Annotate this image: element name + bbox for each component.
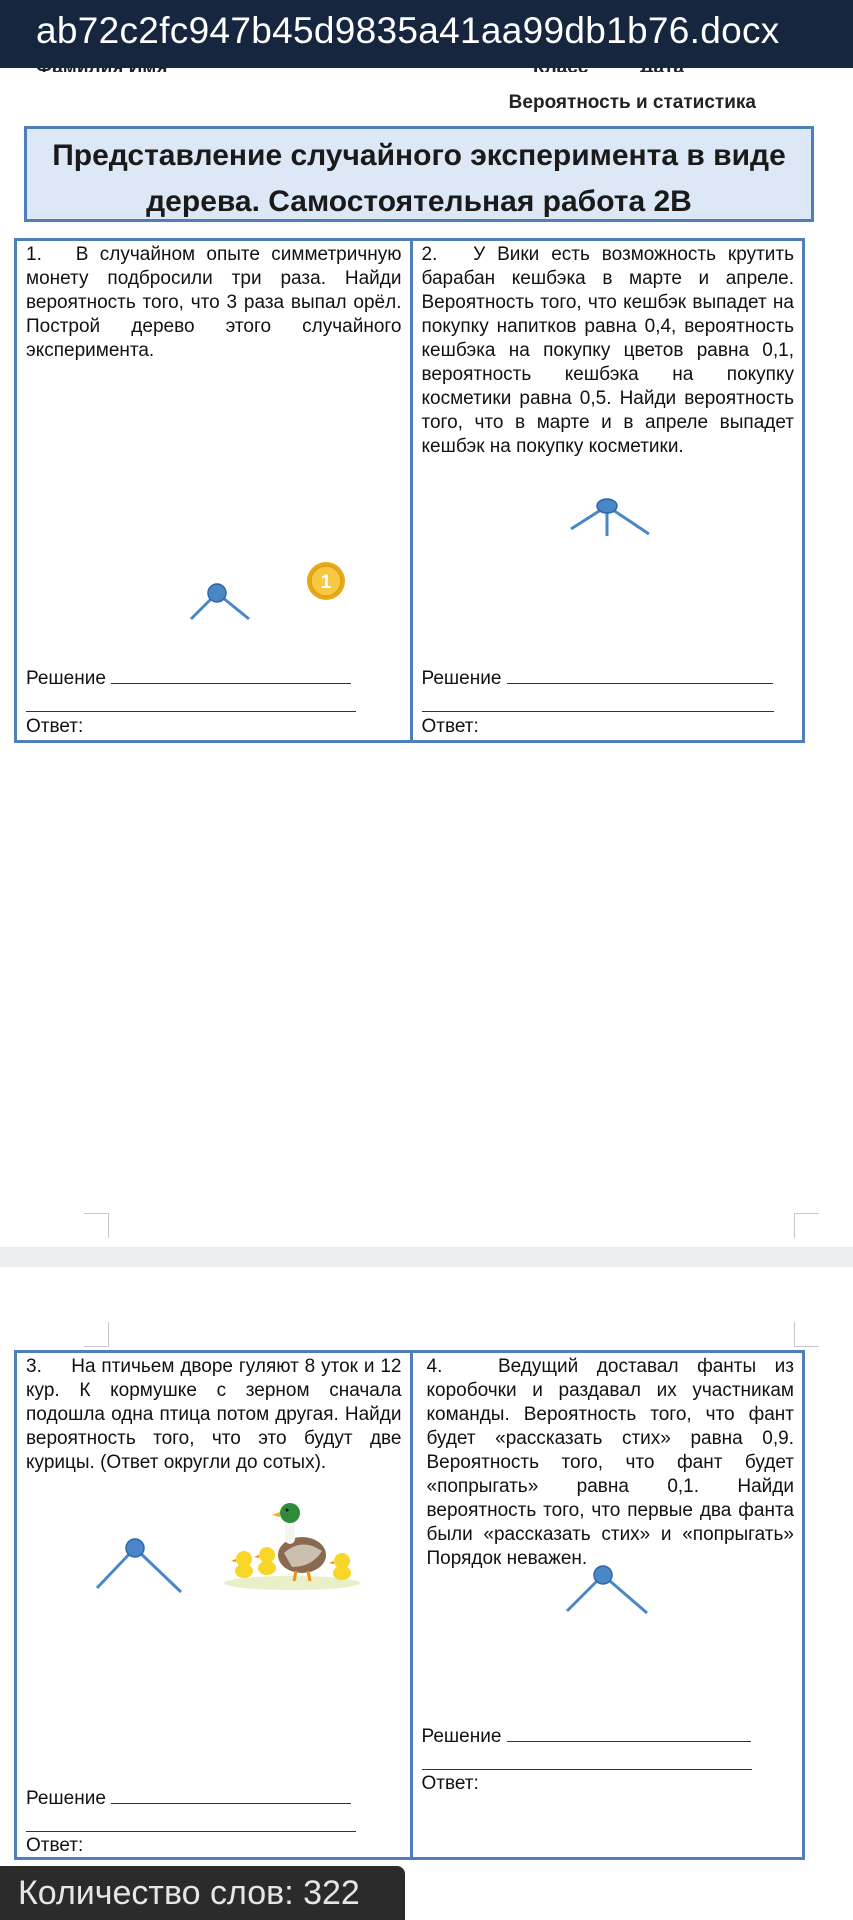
page-margin-mark <box>794 1213 819 1238</box>
title-line-2: дерева. Самостоятельная работа 2В <box>146 185 692 218</box>
worksheet-title <box>24 126 814 222</box>
solution-line[interactable] <box>507 1723 751 1742</box>
task-cell-4[interactable] <box>410 1353 803 1857</box>
word-count-status <box>0 1866 405 1920</box>
document-filename: ab72c2fc947b45d9835a41aa99db1b76.docx <box>36 10 780 51</box>
word-count-text: Количество слов: 322 <box>18 1874 360 1912</box>
document-page-1 <box>0 60 853 1247</box>
page-separator <box>0 1247 853 1267</box>
task-2-text: 2. У Вики есть возможность крутить барабан кешбэка в марте и апреле. Вероятность того, что кешбэк выпадет на покупку напитков равна 0,4, вероятность кешбэка на покупку цветов равна 0,1, вероятность кешбэка на покупку косметики равна 0,5. Найди вероятность того, что в марте и в апреле выпадет кешбэк на покупку косметики. <box>421 244 794 457</box>
subject-label: Вероятность и статистика <box>508 92 756 113</box>
solution-label: Решение <box>26 1788 106 1809</box>
page-margin-mark <box>794 1322 819 1347</box>
solution-row <box>422 665 773 691</box>
tasks-table-top <box>14 238 805 743</box>
solution-line-2[interactable] <box>26 710 356 712</box>
task-3-text: 3. На птичьем дворе гуляют 8 уток и 12 кур. К кормушке с зерном сначала подошла одна птица потом другая. Найди вероятность того, что это будут две курицы. (Ответ округли до сотых). <box>26 1356 402 1473</box>
duck-family-icon <box>222 1493 362 1593</box>
solution-label: Решение <box>26 668 106 689</box>
solution-row <box>26 1785 351 1811</box>
document-title-bar[interactable] <box>0 0 853 68</box>
task-1-text: 1. В случайном опыте симметричную монету подбросили три раза. Найди вероятность того, что 3 раза выпал орёл. Построй дерево этого случайного эксперимента. <box>26 244 402 361</box>
page-margin-mark <box>84 1213 109 1238</box>
solution-label: Решение <box>421 668 502 689</box>
tasks-table-bottom <box>14 1350 805 1860</box>
solution-label: Решение <box>421 1726 502 1747</box>
solution-line[interactable] <box>111 1785 351 1804</box>
solution-line[interactable] <box>507 665 773 684</box>
task-cell-1[interactable] <box>17 241 410 740</box>
tree-diagram-icon <box>565 499 655 544</box>
tree-diagram-icon <box>92 1538 187 1598</box>
tree-diagram-icon <box>563 1566 653 1626</box>
answer-label: Ответ: <box>26 716 84 737</box>
tree-diagram-icon <box>187 584 257 634</box>
answer-label: Ответ: <box>26 1835 84 1856</box>
coin-badge-number: 1 <box>320 572 332 593</box>
document-page-2 <box>0 1267 853 1920</box>
coin-icon <box>306 561 346 601</box>
task-4-text: 4. Ведущий доставал фанты из коробочки и раздавал их участникам команды. Вероятность того, что фант будет «рассказать стих» равна 0,9. Вероятность того, что фант будет «попрыгать» равна 0,1. Найди вероятность того, что первые два фанта были «рассказать стих» и «попрыгать» Порядок неважен. <box>426 1356 794 1569</box>
title-line-1: Представление случайного эксперимента в виде <box>52 139 786 172</box>
solution-line-2[interactable] <box>422 710 774 712</box>
solution-line-2[interactable] <box>26 1830 356 1832</box>
page-margin-mark <box>84 1322 109 1347</box>
solution-line[interactable] <box>111 665 351 684</box>
task-cell-3[interactable] <box>17 1353 410 1857</box>
solution-row <box>422 1723 751 1749</box>
answer-label: Ответ: <box>421 716 479 737</box>
solution-row <box>26 665 351 691</box>
answer-label: Ответ: <box>421 1773 479 1794</box>
solution-line-2[interactable] <box>422 1768 752 1770</box>
task-cell-2[interactable] <box>410 241 803 740</box>
